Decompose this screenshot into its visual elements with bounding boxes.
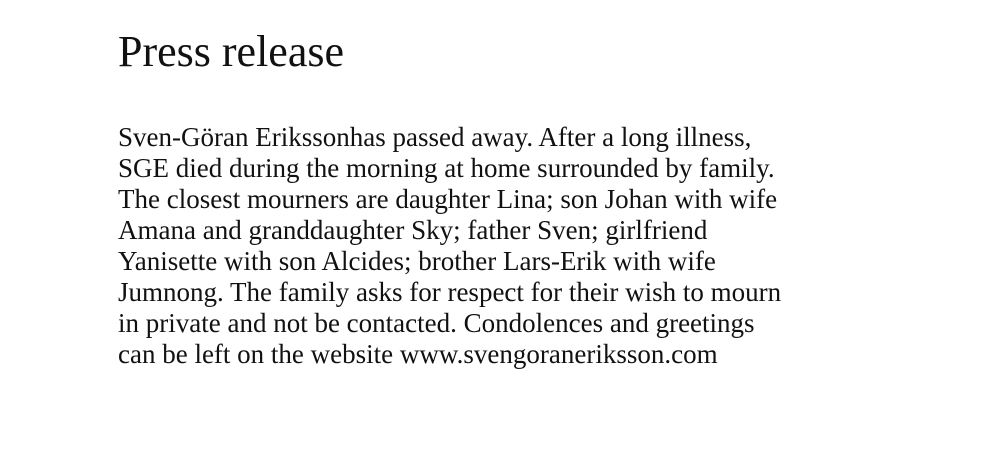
body-line: Amana and granddaughter Sky; father Sven; girlfriend — [118, 215, 708, 245]
body-line: SGE died during the morning at home surrounded by family. — [118, 153, 775, 183]
body-line: can be left on the website www.svengoraneriksson.com — [118, 339, 718, 369]
press-release-body — [118, 122, 781, 370]
body-line: Sven-Göran Erikssonhas passed away. After a long illness, — [118, 122, 752, 152]
page-title: Press release — [118, 27, 345, 76]
body-line: in private and not be contacted. Condolences and greetings — [118, 308, 755, 338]
body-line: Yanisette with son Alcides; brother Lars-Erik with wife — [118, 246, 716, 276]
body-line: The closest mourners are daughter Lina; son Johan with wife — [118, 184, 778, 214]
body-line: Jumnong. The family asks for respect for their wish to mourn — [118, 277, 782, 307]
